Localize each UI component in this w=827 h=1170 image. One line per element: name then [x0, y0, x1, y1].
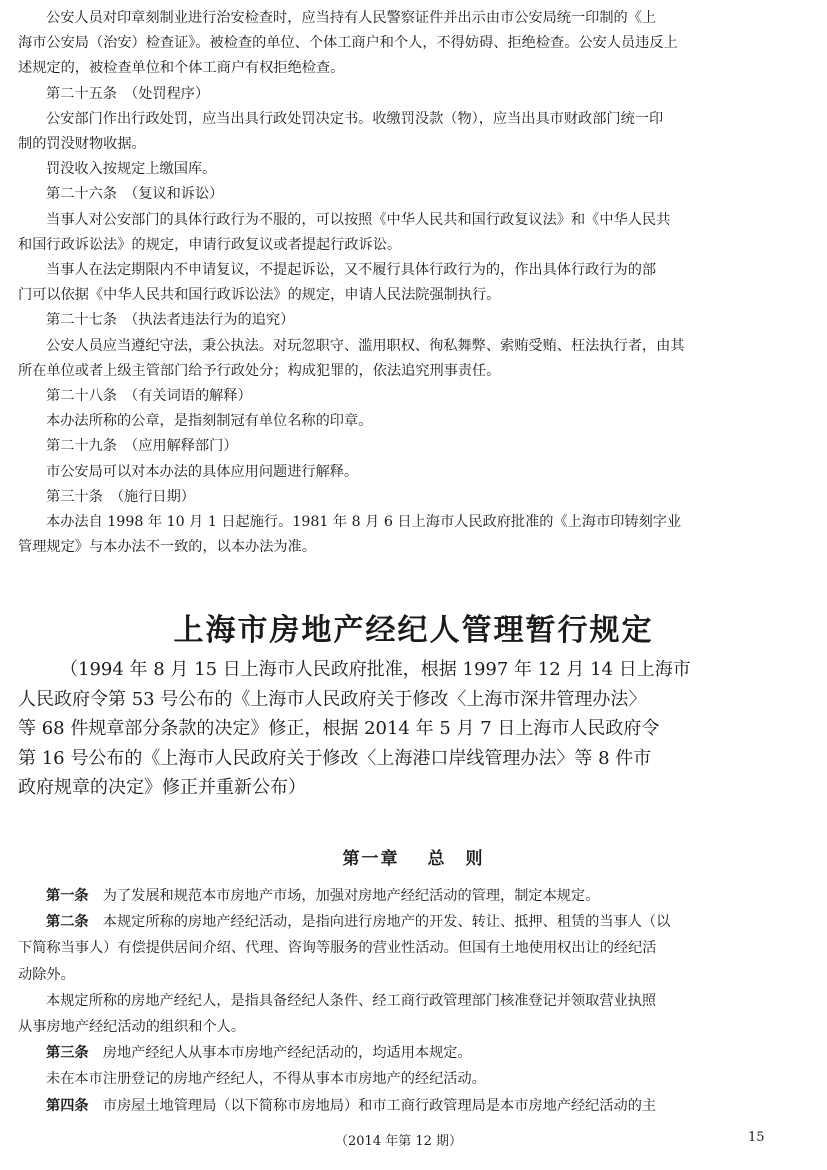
- note-line: 人民政府令第 53 号公布的《上海市人民政府关于修改〈上海市深井管理办法〉: [18, 688, 647, 710]
- body-line: [18, 935, 806, 961]
- article-text: 本规定所称的房地产经纪活动，是指向进行房地产的开发、转让、抵押、租赁的当事人（以: [88, 914, 671, 931]
- text-line: 公安人员对印章刻制业进行治安检查时，应当持有人民警察证件并出示由市公安局统一印制的《上: [46, 10, 657, 26]
- text-line: 第二十六条 （复议和诉讼）: [46, 186, 224, 203]
- text-line: 所在单位或者上级主管部门给予行政处分；构成犯罪的，依法追究刑事责任。: [18, 362, 501, 379]
- note-line: （1994 年 8 月 15 日上海市人民政府批准，根据 1997 年 12 月 14 日上海市: [60, 659, 691, 680]
- note-line: 政府规章的决定》修正并重新公布）: [18, 777, 306, 798]
- text-line: 公安部门作出行政处罚，应当出具行政处罚决定书。收缴罚没款（物），应当出具市财政部门统一印: [46, 110, 664, 127]
- body-line: [46, 1093, 806, 1119]
- page-number: 15: [748, 1130, 765, 1145]
- article-text: 未在本市注册登记的房地产经纪人，不得从事本市房地产的经纪活动。: [46, 1071, 486, 1088]
- text-line: 述规定的，被检查单位和个体工商户有权拒绝检查。: [18, 60, 345, 77]
- chapter-number: 第一章: [342, 849, 400, 869]
- text-line: 管理规定》与本办法不一致的，以本办法为准。: [18, 539, 316, 556]
- body-line: [18, 962, 806, 988]
- article-number: 第四条: [46, 1097, 89, 1114]
- chapter-name: 总 则: [427, 849, 485, 869]
- article-text: 从事房地产经纪活动的组织和个人。: [18, 1019, 246, 1036]
- text-line: 制的罚没财物收据。: [18, 136, 146, 153]
- text-line: 海市公安局（治安）检查证》。被检查的单位、个体工商户和个人，不得妨碍、拒绝检查。公安人员违反上: [18, 35, 678, 52]
- text-line: 和国行政诉讼法》的规定，申请行政复议或者提起行政诉讼。: [18, 236, 402, 253]
- text-line: 第二十九条 （应用解释部门）: [46, 438, 238, 455]
- text-line: 市公安局可以对本办法的具体应用问题进行解释。: [46, 463, 359, 480]
- note-line: 第 16 号公布的《上海市人民政府关于修改〈上海港口岸线管理办法〉等 8 件市: [18, 747, 652, 769]
- text-line: 第二十八条 （有关词语的解释）: [46, 388, 252, 405]
- text-line: 第三十条 （施行日期）: [46, 488, 195, 505]
- article-number: 第二条: [46, 914, 89, 931]
- issue-label: （2014 年第 12 期）: [335, 1134, 463, 1149]
- article-text: 动除外。: [18, 966, 75, 983]
- regulation-body-text: [18, 883, 806, 1119]
- article-text: 房地产经纪人从事本市房地产经纪活动的，均适用本规定。: [88, 1045, 472, 1062]
- body-line: [46, 1040, 806, 1066]
- body-line: [46, 883, 806, 909]
- previous-regulation-text: [18, 6, 806, 560]
- text-line: 第二十五条 （处罚程序）: [46, 85, 210, 102]
- text-line: 当事人对公安部门的具体行政行为不服的，可以按照《中华人民共和国行政复议法》和《中华人民共: [46, 211, 671, 228]
- chapter-heading: [0, 846, 827, 872]
- article-text: 为了发展和规范本市房地产市场，加强对房地产经纪活动的管理，制定本规定。: [88, 888, 600, 904]
- regulation-title: 上海市房地产经纪人管理暂行规定: [173, 613, 654, 648]
- article-number: 第一条: [46, 888, 89, 904]
- text-line: 罚没收入按规定上缴国库。: [46, 161, 217, 178]
- regulation-source-note: [18, 655, 806, 803]
- text-line: 第二十七条 （执法者违法行为的追究）: [46, 312, 295, 329]
- article-text: 下简称当事人）有偿提供居间介绍、代理、咨询等服务的营业性活动。但国有土地使用权出让的经纪活: [18, 940, 657, 957]
- article-text: 市房屋土地管理局（以下简称市房地局）和市工商行政管理局是本市房地产经纪活动的主: [88, 1097, 657, 1114]
- article-text: 本规定所称的房地产经纪人，是指具备经纪人条件、经工商行政管理部门核准登记并领取营业执照: [46, 992, 657, 1009]
- text-line: 本办法自 1998 年 10 月 1 日起施行。1981 年 8 月 6 日上海市人民政府批准的《上海市印铸刻字业: [46, 514, 682, 531]
- article-number: 第三条: [46, 1045, 89, 1062]
- body-line: [18, 1014, 806, 1040]
- text-line: 门可以依据《中华人民共和国行政诉讼法》的规定，申请人民法院强制执行。: [18, 287, 501, 304]
- text-line: 公安人员应当遵纪守法，秉公执法。对玩忽职守、滥用职权、徇私舞弊、索贿受贿、枉法执行者，由其: [46, 337, 685, 354]
- text-line: 当事人在法定期限内不申请复议，不提起诉讼，又不履行具体行政行为的，作出具体行政行为的部: [46, 262, 657, 279]
- body-line: [46, 1066, 806, 1092]
- body-line: [46, 909, 806, 935]
- body-line: [46, 988, 806, 1014]
- text-line: 本办法所称的公章，是指刻制冠有单位名称的印章。: [46, 413, 373, 430]
- note-line: 等 68 件规章部分条款的决定》修正，根据 2014 年 5 月 7 日上海市人民政府令: [18, 718, 660, 739]
